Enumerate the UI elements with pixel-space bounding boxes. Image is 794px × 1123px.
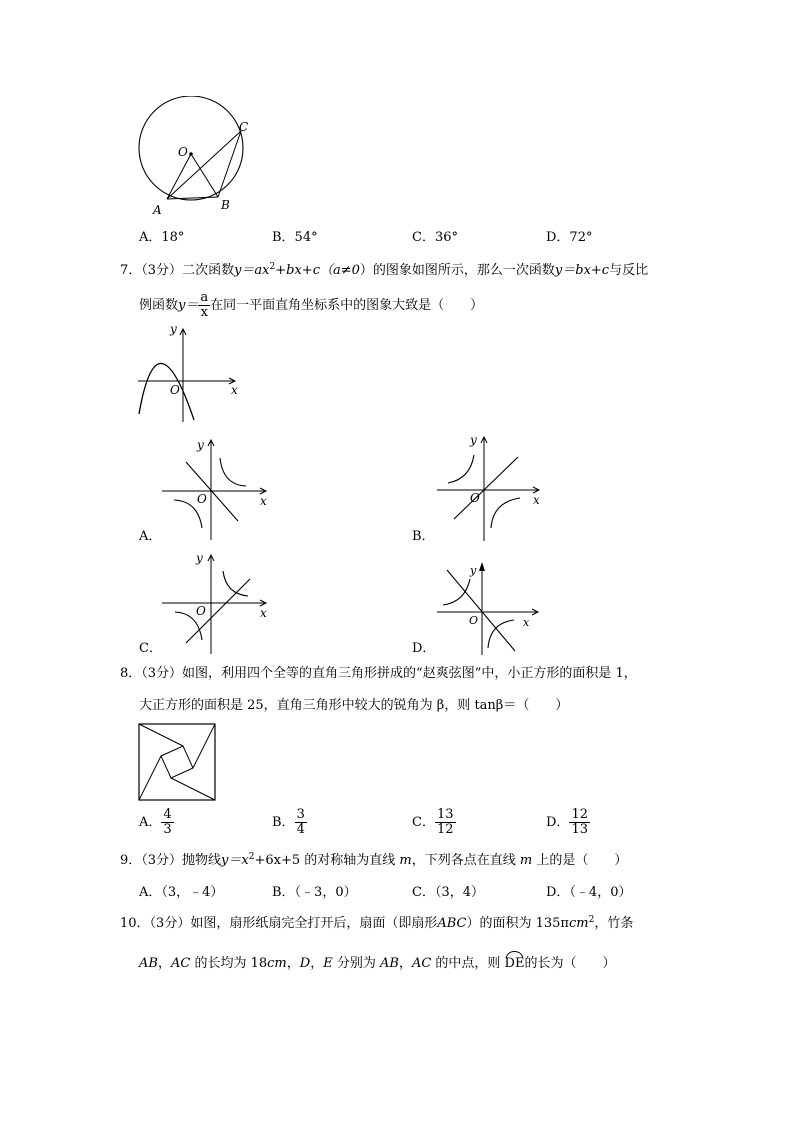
q8-option-c [412,808,456,837]
q10-text: ， [157,956,171,971]
y-axis-label: y [470,433,477,447]
q7-text: 与反比 [609,263,649,278]
q7-option-b: B． [412,529,435,544]
q7-fraction [198,291,210,320]
q7-option-a-graph [160,434,270,544]
linear-function-line [447,570,515,651]
q10-text: ， [286,956,300,971]
q8-option-fraction [161,808,173,837]
q10-sup: 2 [588,915,595,925]
q7-formula: y＝ [178,298,199,313]
q10-var: AB [379,956,399,971]
q10-text: ， [310,956,324,971]
q10-text: 分别为 [332,956,380,971]
q9-formula: +6x+5 [254,853,301,868]
q6-label-a: A [153,203,162,217]
q8-option-b [272,808,307,837]
q10-var: AB [139,956,158,971]
q10-var: D [299,956,311,971]
q6-segment-ob [191,154,218,197]
q6-segment-ac [167,131,241,199]
q10-text: ）的面积为 135π [466,916,569,931]
q6-option-d: D．72° [546,230,593,245]
q10-line2 [139,954,615,972]
q8-frac-num: 4 [163,807,172,822]
q8-frac-den: 12 [436,822,454,837]
q8-small-square [161,746,193,778]
q8-frac-num: 3 [296,807,305,822]
y-axis-label: y [470,564,477,577]
x-axis-label: x [231,383,238,397]
q8-frac-num: 12 [571,807,588,822]
q8-option-fraction [295,808,307,837]
y-axis-label: y [170,322,177,336]
x-axis-label: x [260,606,267,620]
origin-label: O [196,604,206,618]
q7-option-b-graph [432,430,544,546]
q7-line1 [120,263,648,279]
q10-var: AC [411,956,432,971]
q6-label-b: B [221,198,230,212]
q6-option-a: A．18° [139,230,185,245]
y-axis-label: y [196,551,203,565]
q9-line [120,853,627,869]
q10-unit: cm [568,916,589,931]
q9-option-b: B．（﹣3，0） [272,885,357,900]
q7-line2 [139,291,483,320]
q10-var: ABC [437,916,467,931]
hyperbola-branch-q1 [223,571,248,596]
q8-line2: 大正方形的面积是 25，直角三角形中较大的锐角为 β，则 tanβ＝（ ） [139,698,569,713]
q8-frac-den: 13 [571,822,588,837]
x-axis-label: x [260,494,267,508]
y-axis-label: y [197,438,204,452]
q7-option-d-graph [434,556,544,658]
q9-var: m [399,853,412,868]
q9-text: 的对称轴为直线 [300,853,400,868]
q6-option-c: C．36° [412,230,458,245]
q10-arc-de: DE [504,956,525,971]
q8-frac-num: 13 [436,807,454,822]
q7-frac-den: x [200,305,208,320]
q9-text: 9．（3分）抛物线 [120,853,222,868]
q8-zhao-shuang-figure [136,720,220,804]
q9-option-a: A．（3，﹣4） [139,885,224,900]
linear-function-line [454,457,518,519]
q8-option-a [139,808,174,837]
q7-text: ）的图象如图所示，那么一次函数 [359,263,555,278]
hyperbola-branch-q4 [491,498,520,528]
q7-option-d: D． [412,641,436,656]
q10-text: 的长为（ ） [524,956,616,971]
q7-formula: y＝bx+c [554,263,610,278]
q8-option-d [546,808,590,837]
q7-text: 在同一平面直角坐标系中的图象大致是（ ） [210,298,484,313]
q8-triangle-side [139,724,183,746]
q6-label-o: O [178,145,188,159]
q8-option-fraction [435,808,456,837]
q8-triangle-side [139,756,161,800]
q10-text: ， [398,956,412,971]
q8-triangle-side [171,778,215,800]
q8-option-prefix: D． [546,815,570,830]
q7-option-c: C． [139,641,162,656]
q6-option-b: B．54° [272,230,318,245]
q10-var: E [323,956,333,971]
origin-label: O [197,492,207,506]
q9-option-d: D．（﹣4，0） [546,885,632,900]
q8-option-fraction [569,808,590,837]
q8-large-square [139,724,215,800]
q7-parabola-graph [130,320,250,430]
q7-formula: +bx+c（ [275,263,333,278]
origin-label: O [470,491,480,505]
q7-text: 二次函数 [182,263,235,278]
q8-frac-den: 3 [163,822,172,837]
q10-text: 的长均为 18 [190,956,268,971]
q7-option-a: A． [139,529,162,544]
q7-score: （3分） [141,263,183,278]
q10-text: ，竹条 [594,916,634,931]
x-axis-label: x [523,616,530,629]
q10-text: 10．（3分）如图，扇形纸扇完全打开后，扇面（即扇形 [120,916,438,931]
y-axis-arrow-filled [479,562,485,571]
q9-option-c: C．（3，4） [412,885,484,900]
q7-formula: a≠0 [332,263,360,278]
q10-line1 [120,916,633,932]
q6-circle [139,96,243,200]
q7-text: 例函数 [139,298,179,313]
q8-line1: 8．（3分）如图，利用四个全等的直角三角形拼成的“赵爽弦图”中，小正方形的面积是 1， [120,666,637,681]
q10-text: 的中点，则 [431,956,505,971]
hyperbola-branch-q1 [220,458,246,486]
hyperbola-branch-q2 [448,455,474,483]
q6-center-dot [189,152,193,156]
q10-unit: cm [267,956,287,971]
q8-option-prefix: C． [412,815,435,830]
q8-option-prefix: B． [272,815,295,830]
parabola-curve [139,363,194,420]
origin-label: O [469,614,479,627]
q6-circle-figure [130,96,260,220]
q7-formula: y＝ax [234,263,270,278]
q6-segment-oa [167,154,191,199]
q10-var: AC [170,956,191,971]
q9-sup: 2 [248,852,255,862]
q8-option-prefix: A． [139,815,162,830]
q8-triangle-side [193,724,215,768]
q6-label-c: C [239,120,249,134]
q7-frac-num: a [200,290,209,305]
q9-formula: y＝x [221,853,249,868]
x-axis-label: x [533,493,540,507]
q7-sup: 2 [269,262,276,272]
q9-var: m [519,853,533,868]
q8-frac-den: 4 [296,822,305,837]
q9-text: ，下列各点在直线 [411,853,520,868]
origin-label: O [170,383,180,397]
q7-number: 7． [120,263,142,278]
q7-option-c-graph [160,548,272,658]
q9-text: 上的是（ ） [532,853,628,868]
